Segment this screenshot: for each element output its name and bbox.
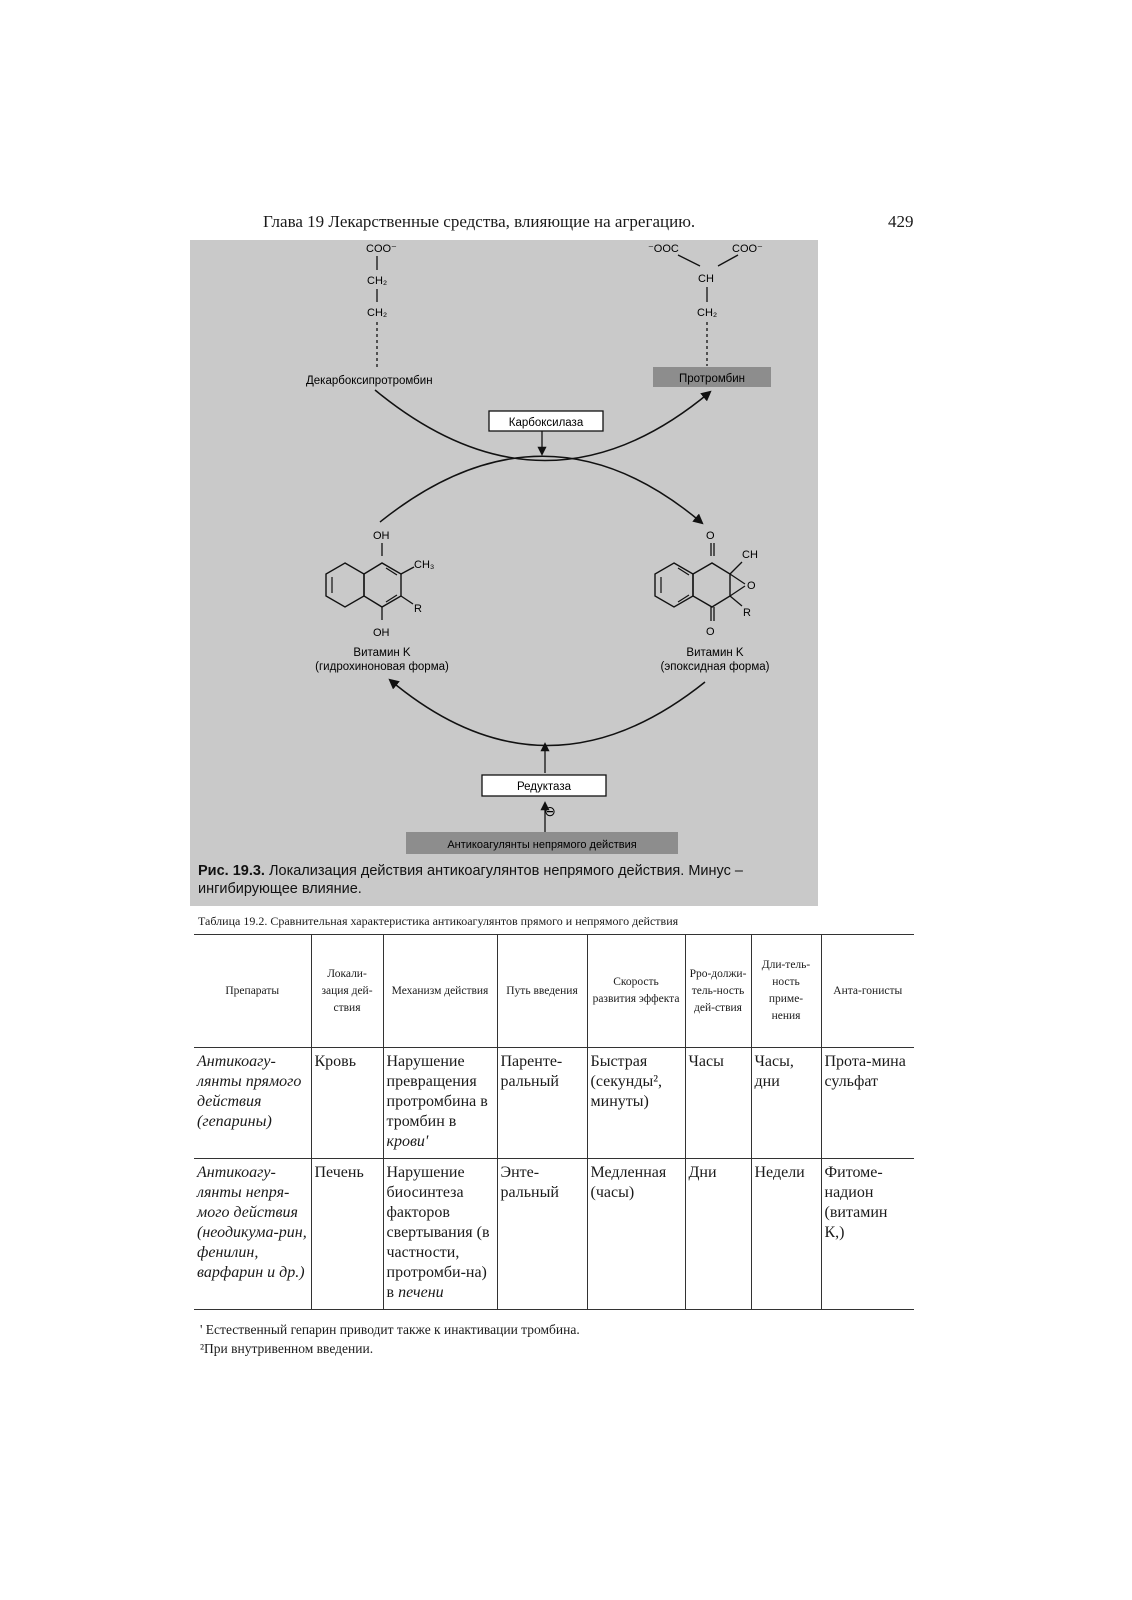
hydro-r: R [414,603,422,615]
hydro-oh-top: OH [373,530,390,542]
footnote-2: ²При внутривенном введении. [200,1341,374,1356]
hydro-oh-bottom: OH [373,627,390,639]
indirect-anticoagulants-label: Антикоагулянты непрямого действия [447,839,637,851]
cell-route: Энте-ральный [497,1159,587,1310]
epoxy-o-bottom: O [706,626,715,638]
col-header-antagonists: Анта-гонисты [821,935,914,1048]
col-header-mechanism: Механизм действия [383,935,497,1048]
page-number: 429 [888,212,914,231]
mechanism-italic: печени [398,1284,444,1301]
cell-duration: Часы [685,1048,751,1159]
vitamin-k-hydroquinone-name: Витамин K [353,647,411,659]
carboxylase-label: Карбоксилаза [508,417,584,429]
footnote-1: ' Естественный гепарин приводит также к инактивации тромбина. [200,1322,580,1337]
cell-route: Паренте-ральный [497,1048,587,1159]
epoxy-ch: CH [742,549,758,561]
cell-usage: Недели [751,1159,821,1310]
table-row [194,1048,914,1159]
table-caption: Таблица 19.2. Сравнительная характеристика антикоагулянтов прямого и непрямого действия [198,914,679,928]
comparison-table [194,934,914,1310]
vitamin-k-epoxide-form: (эпоксидная форма) [660,661,770,673]
table-header-row [194,935,914,1048]
table-row [194,1159,914,1310]
cell-duration: Дни [685,1159,751,1310]
figure-caption [198,862,808,898]
cell-site: Кровь [311,1048,383,1159]
col-header-drugs: Препараты [225,984,280,997]
cell-antagonist: Прота-мина сульфат [821,1048,914,1159]
footnotes [200,1320,580,1358]
vitamin-k-epoxide-name: Витамин K [686,647,744,659]
figure-caption-text: Локализация действия антикоагулянтов непрямого действия. Минус – ингибирующее влияние. [198,863,743,897]
col-header-onset: Скорость развития эффекта [587,935,685,1048]
prothrombin-coo-right: COO⁻ [732,243,763,255]
figure-vitamin-k-cycle [190,240,818,906]
hydro-ch3: CH₃ [414,559,435,571]
prothrombin-ch2: CH₂ [697,307,718,319]
col-header-usage: Дли-тель-ность приме-нения [751,935,821,1048]
reductase-label: Редуктаза [516,781,572,793]
prothrombin-coo-left: ⁻OOC [648,243,679,255]
decarboxy-coo: COO⁻ [366,243,397,255]
mechanism-text: Нарушение биосинтеза факторов свертывания (в частности, протромби-на) в [386,1164,490,1301]
cell-drug: Антикоагу-лянты непря-мого действия (неодикума-рин, фенилин, варфарин и др.) [197,1164,307,1281]
mechanism-italic: крови' [386,1133,429,1150]
prothrombin-ch: CH [698,273,714,285]
vitamin-k-hydroquinone-form: (гидрохиноновая форма) [315,661,449,673]
cell-onset: Быстрая (секунды², минуты) [587,1048,685,1159]
decarboxy-ch2-a: CH₂ [367,275,388,287]
col-header-site: Локали-зация дей-ствия [311,935,383,1048]
cell-antagonist: Фитоме-надион (витамин К,) [821,1159,914,1310]
cell-mechanism [383,1048,497,1159]
figure-caption-lead: Рис. 19.3. [198,863,265,879]
decarboxyprothrombin-label: Декарбоксипротромбин [306,375,433,387]
decarboxy-ch2-b: CH₂ [367,307,388,319]
cell-site: Печень [311,1159,383,1310]
running-title: Глава 19 Лекарственные средства, влияющие на агрегацию. [263,212,696,231]
epoxy-o-top: O [706,530,715,542]
cell-drug: Антикоагу-лянты прямого действия (гепарины) [197,1053,302,1130]
minus-sign: ⊖ [544,803,556,819]
cell-usage: Часы, дни [751,1048,821,1159]
epoxy-r: R [743,607,751,619]
vitamin-k-cycle-diagram [190,240,818,860]
cell-onset: Медленная (часы) [587,1159,685,1310]
page-header [0,212,1132,236]
col-header-route: Путь введения [497,935,587,1048]
cell-mechanism [383,1159,497,1310]
mechanism-text: Нарушение превращения протромбина в тромбин в [386,1053,488,1130]
prothrombin-label: Протромбин [678,373,746,385]
col-header-duration: Рро-должи-тель-ность дей-ствия [685,935,751,1048]
epoxy-o-ring: O [747,580,756,592]
